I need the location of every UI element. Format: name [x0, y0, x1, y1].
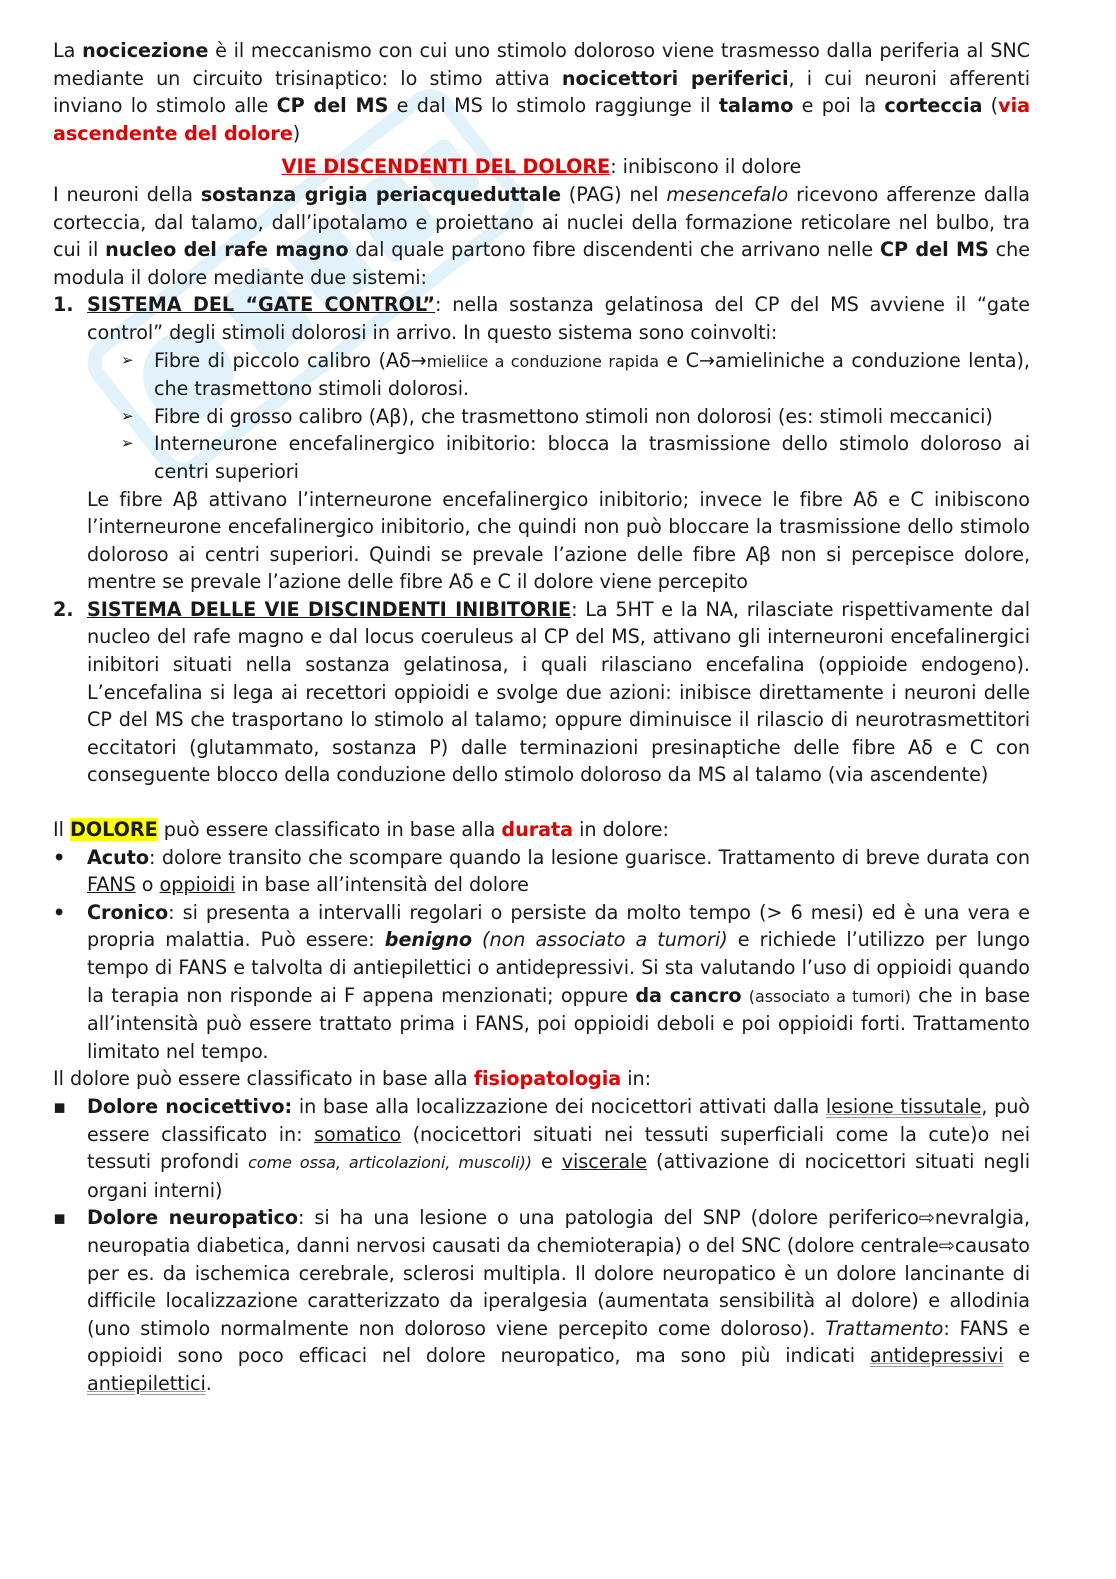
term-fans: FANS: [87, 873, 136, 897]
text: può essere classificato in base alla: [157, 818, 502, 842]
term-dolore-nocicettivo: Dolore nocicettivo:: [87, 1094, 293, 1118]
term-benigno: benigno: [384, 928, 472, 952]
text: è il meccanismo con cui uno stimolo doloroso viene trasmesso dalla periferia al SNC mediante un circuito trisinaptico: lo stimo attiva: [53, 39, 1030, 90]
text: che modula il dolore mediante due sistemi:: [53, 238, 1030, 289]
text: I neuroni della: [53, 182, 201, 206]
bullet-nocicettivo: [53, 1093, 1030, 1204]
text: e richiede l’utilizzo per lungo tempo di FANS e talvolta di antiepilettici o antidepressivi. Si sta valutando l’uso di oppioidi quando la terapia non risponde ai F appena menzionati; oppure: [87, 928, 1030, 1007]
term-acuto: Acuto: [87, 845, 149, 869]
text: ): [292, 121, 301, 145]
bullet-neuropatico: [53, 1204, 1030, 1397]
text-small: mieliice a conduzione rapida: [426, 351, 659, 371]
text: in:: [621, 1067, 652, 1091]
pag-paragraph: [53, 181, 1030, 291]
term-dolore: DOLORE: [69, 818, 158, 842]
term-talamo: talamo: [718, 94, 794, 118]
term-corteccia: corteccia: [884, 94, 983, 118]
text-italic: come ossa, articolazioni, muscoli)): [248, 1153, 532, 1173]
text: Interneurone encefalinergico inibitorio: blocca la trasmissione dello stimolo doloroso ai centri superiori: [154, 432, 1030, 483]
term-nocicezione: nocicezione: [82, 39, 209, 62]
term-lesione-tissutale: lesione tissutale: [825, 1094, 982, 1118]
heading-title: VIE DISCENDENTI DEL DOLORE: [281, 155, 611, 179]
arrow-bullet-icon: ➢: [121, 406, 134, 425]
text: La: [53, 39, 83, 62]
text: ricevono afferenze dalla corteccia, dal talamo, dall’ipotalamo e proiettano ai nuclei della formazione reticolare nel bulbo, tra cui il: [53, 182, 1031, 262]
bullet-acuto: [53, 844, 1030, 899]
text: causato per es. da ischemica cerebrale, sclerosi multipla. Il dolore neuropatico è un dolore lancinante di difficile localizzazione caratterizzato da iperalgesia (aumentata sensibilità al dolore) e allodinia (uno stimolo normalmente non doloroso viene percepito come doloroso).: [87, 1233, 1030, 1340]
text: (: [982, 94, 999, 118]
heading-rest: : inibiscono il dolore: [610, 155, 802, 179]
dolore-intro: [53, 816, 1030, 844]
text-italic: (non associato a tumori): [471, 928, 728, 952]
bullet-cronico: [53, 899, 1030, 1066]
term-trattamento: Trattamento: [825, 1316, 944, 1340]
term-cronico: Cronico: [87, 900, 169, 924]
text: , può essere classificato in:: [87, 1094, 1030, 1146]
term-antidepressivi: antidepressivi: [869, 1344, 1004, 1368]
text: : nella sostanza gelatinosa del CP del MS avviene il “gate control” degli stimoli dolorosi in arrivo. In questo sistema sono coinvolti:: [87, 293, 1030, 344]
sub-bullet-1: [53, 347, 1030, 403]
fisiopatologia-intro: [53, 1065, 1030, 1093]
term-dolore-neuropatico: Dolore neuropatico: [87, 1206, 299, 1230]
text: (attivazione di nocicettori situati negli organi interni): [87, 1150, 1030, 1202]
term-rafe: nucleo del rafe magno: [105, 238, 349, 262]
bullet-square-icon: ▪: [53, 1206, 66, 1230]
text: in base all’intensità del dolore: [235, 873, 529, 897]
text: che in base all’intensità può essere trattato prima i FANS, poi oppioidi deboli e poi oppioidi forti. Trattamento limitato nel tempo.: [87, 983, 1030, 1063]
text: Fibre di grosso calibro (Aβ), che trasmettono stimoli non dolorosi (es: stimoli meccanici): [154, 404, 993, 428]
arrow-bullet-icon: ➢: [121, 350, 134, 369]
list-number: 2.: [53, 597, 74, 621]
text-small: (associato a tumori): [748, 986, 911, 1006]
text: : si ha una lesione o una patologia del SNP (dolore periferico: [298, 1206, 919, 1230]
text: e poi la: [793, 94, 885, 118]
term-somatico: somatico: [314, 1122, 402, 1146]
arrow-icon: →: [410, 348, 427, 372]
term-via-ascendente: via ascendente del dolore: [53, 94, 1030, 145]
section-heading: [53, 153, 1030, 181]
text: o: [135, 873, 160, 897]
text: Fibre di piccolo calibro (Aδ: [154, 348, 411, 372]
term-mesencefalo: mesencefalo: [666, 182, 789, 206]
term-da-cancro: da cancro: [635, 983, 742, 1007]
spacer: [53, 789, 1030, 816]
text: Il dolore può essere classificato in base alla: [53, 1067, 474, 1091]
term-cp-ms: CP del MS: [276, 94, 389, 118]
text: : La 5HT e la NA, rilasciate rispettivamente dal nucleo del rafe magno e dal locus coeruleus al CP del MS, attivano gli interneuroni encefalinergici inibitori situati nella sostanza gelatinosa, i quali rilasciano encefalina (oppioide endogeno). L’encefalina si lega ai recettori oppioidi e svolge due azioni: inibisce direttamente i neuroni delle CP del MS che trasportano lo stimolo al talamo; oppure diminuisce il rilascio di neurotrasmettitori eccitatori (glutammato, sostanza P) dalle terminazioni presinaptiche delle fibre Aδ e C con conseguente blocco della conduzione dello stimolo doloroso da MS al talamo (via ascendente): [87, 597, 1030, 787]
sistema-gate-control-title: SISTEMA DEL “GATE CONTROL”: [87, 293, 435, 317]
sistema-vie-discendenti-title: SISTEMA DELLE VIE DISCINDENTI INIBITORIE: [87, 597, 572, 621]
intro-paragraph: [53, 37, 1030, 147]
term-fisiopatologia: fisiopatologia: [473, 1067, 622, 1091]
text: : si presenta a intervalli regolari o persiste da molto tempo (> 6 mesi) ed è una vera e propria malattia. Può essere:: [87, 900, 1030, 952]
text: .: [205, 1371, 212, 1395]
arrow-icon: ⇨: [918, 1206, 935, 1230]
text: amieliniche a conduzione lenta), che trasmettono stimoli dolorosi.: [154, 348, 1030, 401]
term-viscerale: viscerale: [561, 1150, 648, 1174]
sub-bullet-3: [53, 430, 1030, 485]
text: : dolore transito che scompare quando la lesione guarisce. Trattamento di breve durata con: [149, 845, 1030, 869]
bullet-square-icon: ▪: [53, 1094, 66, 1118]
text: in dolore:: [573, 818, 669, 842]
numbered-item-1: [53, 291, 1030, 346]
text: e: [531, 1150, 562, 1174]
text: Il: [53, 818, 70, 842]
text: e: [1003, 1344, 1030, 1368]
term-antiepilettici: antiepilettici: [87, 1371, 206, 1395]
arrow-icon: ⇨: [938, 1233, 955, 1257]
text: , i cui neuroni afferenti inviano lo stimolo alle: [53, 66, 1031, 118]
term-oppioidi: oppioidi: [159, 873, 236, 897]
text: dal quale partono fibre discendenti che arrivano nelle: [348, 238, 880, 262]
arrow-bullet-icon: ➢: [121, 434, 134, 453]
bullet-dot-icon: •: [53, 845, 66, 869]
term-cp-ms: CP del MS: [879, 238, 989, 262]
text: e C: [658, 348, 699, 372]
bullet-dot-icon: •: [53, 900, 66, 924]
sub-bullet-2: [53, 403, 1030, 431]
gate-control-explanation: Le fibre Aβ attivano l’interneurone encefalinergico inibitorio; invece le fibre Aδ e C inibiscono l’interneurone encefalinergico inibitorio, che quindi non può bloccare la trasmissione dello stimolo doloroso ai centri superiori. Quindi se prevale l’azione delle fibre Aβ non si percepisce dolore, mentre se prevale l’azione delle fibre Aδ e C il dolore viene percepito: [87, 487, 1030, 594]
text: in base alla localizzazione dei nocicettori attivati dalla: [292, 1094, 826, 1118]
term-durata: durata: [501, 818, 574, 842]
text: (nocicettori situati nei tessuti superficiali come la cute)o nei tessuti profondi: [87, 1122, 1031, 1174]
text: : FANS e oppioidi sono poco efficaci nel dolore neuropatico, ma sono più indicati: [87, 1316, 1030, 1368]
term-pag: sostanza grigia periacqueduttale: [200, 182, 561, 206]
list-number: 1.: [53, 293, 74, 317]
term-nocicettori: nocicettori periferici: [561, 66, 789, 90]
text: nevralgia, neuropatia diabetica, danni nervosi causati da chemioterapia) o del SNC (dolore centrale: [87, 1206, 1031, 1257]
numbered-item-2: [53, 596, 1030, 789]
text: (PAG) nel: [560, 182, 667, 206]
arrow-icon: →: [698, 348, 716, 372]
document-body: [53, 37, 1030, 1398]
text: e dal MS lo stimolo raggiunge il: [388, 94, 719, 118]
